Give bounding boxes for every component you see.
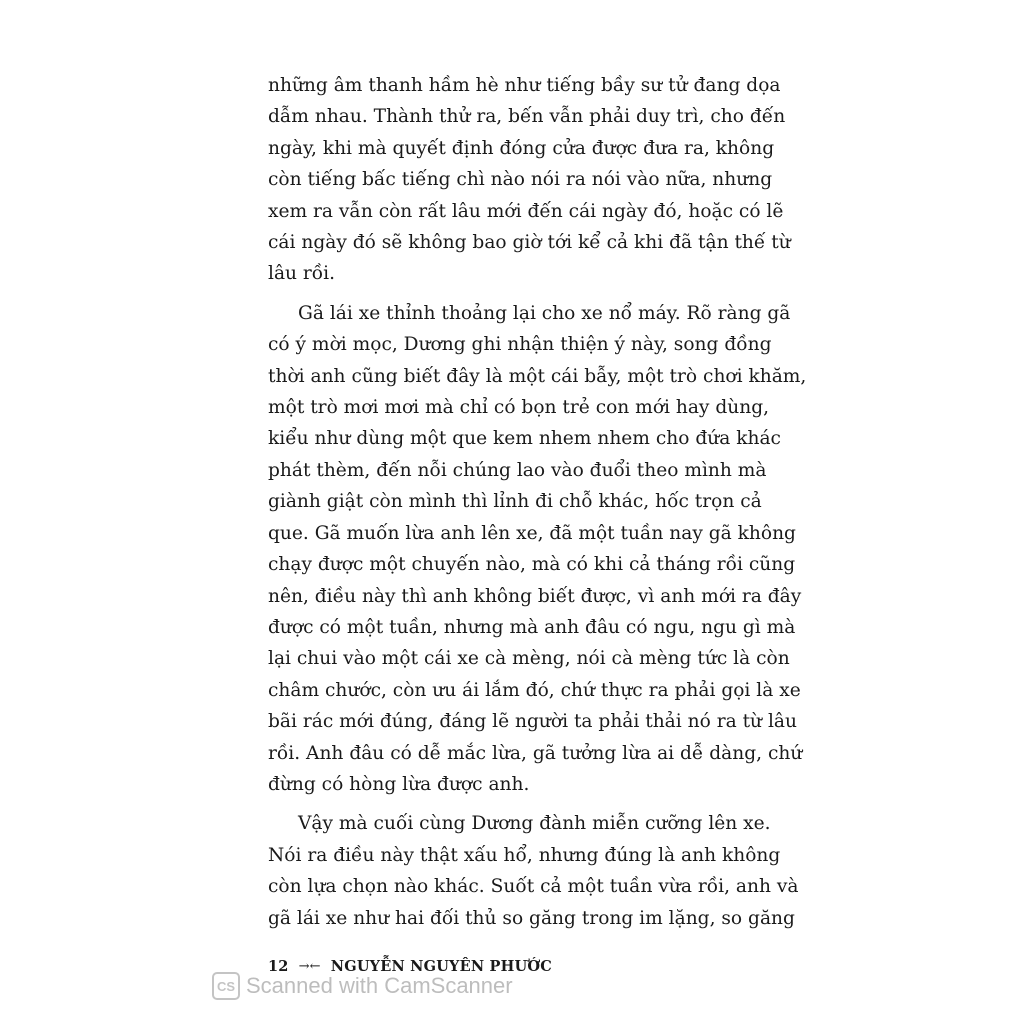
text-line: được có một tuần, nhưng mà anh đâu có ngu, ngu gì mà [268, 616, 796, 638]
paragraph-1 [268, 70, 791, 290]
author-name: NGUYỄN NGUYÊN PHƯỚC [330, 958, 552, 975]
text-line: còn tiếng bấc tiếng chì nào nói ra nói vào nữa, nhưng [268, 169, 773, 191]
text-line: xem ra vẫn còn rất lâu mới đến cái ngày đó, hoặc có lẽ [268, 200, 784, 222]
text-line: gã lái xe như hai đối thủ so găng trong im lặng, so găng [268, 907, 795, 929]
text-line: cái ngày đó sẽ không bao giờ tới kể cả khi đã tận thế từ [268, 232, 791, 254]
text-line: que. Gã muốn lừa anh lên xe, đã một tuần nay gã không [268, 522, 796, 544]
page-number: 12 [268, 958, 289, 975]
camscanner-logo-icon: CS [212, 972, 240, 1000]
text-line: nên, điều này thì anh không biết được, vì anh mới ra đây [268, 585, 802, 607]
scanner-watermark [212, 972, 513, 1000]
text-line: Vậy mà cuối cùng Dương đành miễn cưỡng lên xe. [298, 813, 771, 835]
text-line: lại chui vào một cái xe cà mèng, nói cà mèng tức là còn [268, 648, 790, 670]
text-line: ngày, khi mà quyết định đóng cửa được đưa ra, không [268, 137, 775, 159]
text-line: còn lựa chọn nào khác. Suốt cả một tuần vừa rồi, anh và [268, 876, 799, 898]
text-line: bãi rác mới đúng, đáng lẽ người ta phải thải nó ra từ lâu [268, 711, 797, 733]
paragraph-2 [268, 298, 807, 801]
text-line: phát thèm, đến nỗi chúng lao vào đuổi theo mình mà [268, 459, 767, 481]
text-line: chạy được một chuyến nào, mà có khi cả tháng rồi cũng [268, 554, 796, 576]
text-line: lâu rồi. [268, 263, 336, 285]
text-line: châm chước, còn ưu ái lắm đó, chứ thực ra phải gọi là xe [268, 679, 801, 701]
text-line: có ý mời mọc, Dương ghi nhận thiện ý này, song đồng [268, 334, 772, 356]
text-line: một trò mơi mơi mà chỉ có bọn trẻ con mới hay dùng, [268, 397, 770, 419]
text-line: rồi. Anh đâu có dễ mắc lừa, gã tưởng lừa ai dễ dàng, chứ [268, 742, 803, 764]
text-line: đừng có hòng lừa được anh. [268, 773, 530, 795]
text-line: dẫm nhau. Thành thử ra, bến vẫn phải duy trì, cho đến [268, 106, 786, 128]
separator-ornament: →← [298, 959, 321, 974]
paragraph-3 [268, 808, 799, 934]
text-line: thời anh cũng biết đây là một cái bẫy, một trò chơi khăm, [268, 365, 807, 387]
text-line: giành giật còn mình thì lỉnh đi chỗ khác, hốc trọn cả [268, 491, 762, 513]
text-line: Nói ra điều này thật xấu hổ, nhưng đúng là anh không [268, 844, 781, 866]
text-line: những âm thanh hầm hè như tiếng bầy sư tử đang dọa [268, 75, 781, 96]
text-line: Gã lái xe thỉnh thoảng lại cho xe nổ máy. Rõ ràng gã [298, 302, 791, 324]
book-page-body [268, 70, 807, 934]
text-line: kiểu như dùng một que kem nhem nhem cho đứa khác [268, 428, 781, 450]
watermark-text: Scanned with CamScanner [246, 973, 513, 998]
